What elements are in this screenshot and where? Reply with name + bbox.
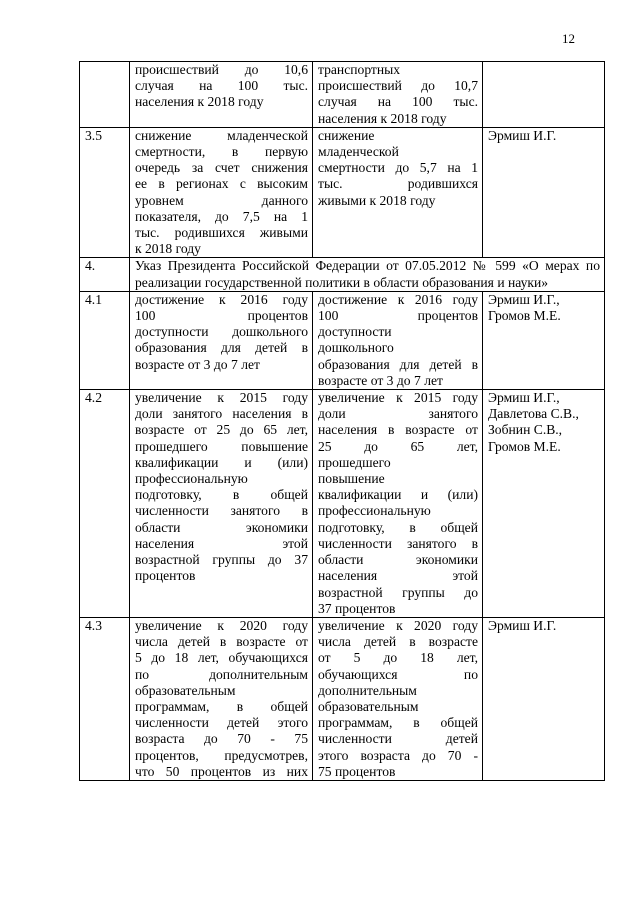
cell-line: подготовку, в общей — [318, 519, 478, 535]
cell-line: 37 процентов — [318, 600, 396, 616]
cell-line: достижение к 2016 году — [135, 291, 308, 307]
cell-line: прошедшего — [318, 454, 391, 470]
responsible-cell: Эрмиш И.Г., Громов М.Е. — [483, 291, 605, 389]
target-value-cell — [313, 62, 483, 128]
cell-line: 100 процентов — [135, 308, 308, 324]
cell-line: от 5 до 18 лет, — [318, 650, 478, 666]
cell-line: что 50 процентов из них — [135, 763, 308, 779]
cell-line: программам, в общей — [135, 698, 308, 714]
cell-line: достижение к 2016 году — [318, 291, 478, 307]
cell-line: возрасте от 3 до 7 лет — [318, 372, 443, 388]
table-row — [80, 127, 605, 258]
cell-line: профессиональную — [135, 471, 248, 487]
responsible-cell: Эрмиш И.Г. — [483, 617, 605, 780]
cell-line: доли занятого населения в — [135, 406, 308, 422]
item-number: 4.1 — [80, 291, 130, 389]
cell-line: численности занятого в — [135, 503, 308, 519]
responsible-cell: Эрмиш И.Г., Давлетова С.В., Зобнин С.В., Громов М.Е. — [483, 390, 605, 618]
cell-line: процентов, предусмотрев, — [135, 747, 308, 763]
cell-line: возрастной группы до 37 — [135, 552, 308, 568]
cell-line: увеличение к 2015 году — [318, 390, 478, 406]
cell-line: снижение — [318, 127, 375, 143]
cell-line: населения к 2018 году — [318, 110, 447, 126]
cell-line: 25 до 65 лет, — [318, 438, 478, 454]
table-row — [80, 617, 605, 780]
cell-line: числа детей в возрасте от — [135, 634, 308, 650]
cell-line: тыс. родившихся живыми — [135, 225, 308, 241]
cell-line: возраста до 70 - 75 — [135, 731, 308, 747]
cell-line: 100 процентов — [318, 308, 478, 324]
cell-line: увеличение к 2020 году — [135, 617, 308, 633]
item-number: 4.3 — [80, 617, 130, 780]
cell-line: обучающихся по — [318, 666, 478, 682]
indicator-cell — [130, 390, 313, 618]
cell-line: ее в регионах с высоким — [135, 176, 308, 192]
cell-line: к 2018 году — [135, 241, 201, 257]
cell-line: повышение — [318, 471, 385, 487]
cell-line: очередь за счет снижения — [135, 160, 308, 176]
cell-line: случая на 100 тыс. — [318, 94, 478, 110]
cell-line: квалификации и (или) — [318, 487, 478, 503]
cell-line: образования для детей в — [135, 340, 308, 356]
cell-line: живыми к 2018 году — [318, 192, 436, 208]
item-number: 4.2 — [80, 390, 130, 618]
responsible-cell — [483, 62, 605, 128]
page-number: 12 — [562, 31, 575, 46]
cell-line: подготовку, в общей — [135, 487, 308, 503]
cell-line: образовательным — [135, 682, 236, 698]
cell-line: населения этой — [135, 535, 308, 551]
cell-line: дошкольного — [318, 340, 394, 356]
cell-line: населения этой — [318, 568, 478, 584]
decree-heading: Указ Президента Российской Федерации от 07.05.2012 № 599 «О мерах по реализации государственной политики в области образования и науки» — [130, 258, 605, 291]
cell-line: этого возраста до 70 - — [318, 747, 478, 763]
cell-line: процентов — [135, 568, 196, 584]
cell-line: доли занятого — [318, 406, 478, 422]
cell-line: образовательным — [318, 698, 419, 714]
cell-line: происшествий до 10,7 — [318, 78, 478, 94]
cell-line: 5 до 18 лет, обучающихся — [135, 650, 308, 666]
cell-line: возрасте от 25 до 65 лет, — [135, 422, 308, 438]
cell-line: случая на 100 тыс. — [135, 78, 308, 94]
cell-line: снижение младенческой — [135, 127, 308, 143]
indicator-cell — [130, 291, 313, 389]
cell-line: показателя, до 7,5 на 1 — [135, 208, 308, 224]
target-value-cell — [313, 291, 483, 389]
cell-line: смертности, в первую — [135, 144, 308, 160]
cell-line: доступности — [318, 324, 392, 340]
cell-line: населения к 2018 году — [135, 94, 264, 110]
cell-line: числа детей в возрасте — [318, 634, 478, 650]
responsible-cell: Эрмиш И.Г. — [483, 127, 605, 258]
cell-line: транспортных — [318, 62, 401, 77]
cell-line: образования для детей в — [318, 356, 478, 372]
cell-line: доступности дошкольного — [135, 324, 308, 340]
item-number: 4. — [80, 258, 130, 291]
cell-line: увеличение к 2015 году — [135, 390, 308, 406]
cell-line: квалификации и (или) — [135, 454, 308, 470]
cell-line: смертности до 5,7 на 1 — [318, 160, 478, 176]
indicator-cell — [130, 617, 313, 780]
target-value-cell — [313, 127, 483, 258]
cell-line: программам, в общей — [318, 715, 478, 731]
table-row — [80, 390, 605, 618]
cell-line: профессиональную — [318, 503, 431, 519]
cell-line: численности занятого в — [318, 535, 478, 551]
cell-line: увеличение к 2020 году — [318, 617, 478, 633]
indicator-cell — [130, 62, 313, 128]
cell-line: уровнем данного — [135, 192, 308, 208]
cell-line: численности детей — [318, 731, 478, 747]
target-value-cell — [313, 390, 483, 618]
cell-line: области экономики — [318, 552, 478, 568]
cell-line: дополнительным — [318, 682, 417, 698]
cell-line: прошедшего повышение — [135, 438, 308, 454]
item-number: 3.5 — [80, 127, 130, 258]
cell-line: численности детей этого — [135, 715, 308, 731]
target-value-cell — [313, 617, 483, 780]
cell-line: 75 процентов — [318, 763, 396, 779]
table-row — [80, 62, 605, 128]
cell-line: младенческой — [318, 144, 399, 160]
cell-line: по дополнительным — [135, 666, 308, 682]
cell-line: области экономики — [135, 519, 308, 535]
cell-line: возрасте от 3 до 7 лет — [135, 356, 260, 372]
item-number — [80, 62, 130, 128]
cell-line: происшествий до 10,6 — [135, 62, 308, 77]
table-row — [80, 291, 605, 389]
indicator-cell — [130, 127, 313, 258]
measures-table — [79, 61, 605, 781]
cell-line: возрастной группы до — [318, 584, 478, 600]
cell-line: населения в возрасте от — [318, 422, 478, 438]
table-row — [80, 258, 605, 291]
cell-line: тыс. родившихся — [318, 176, 478, 192]
